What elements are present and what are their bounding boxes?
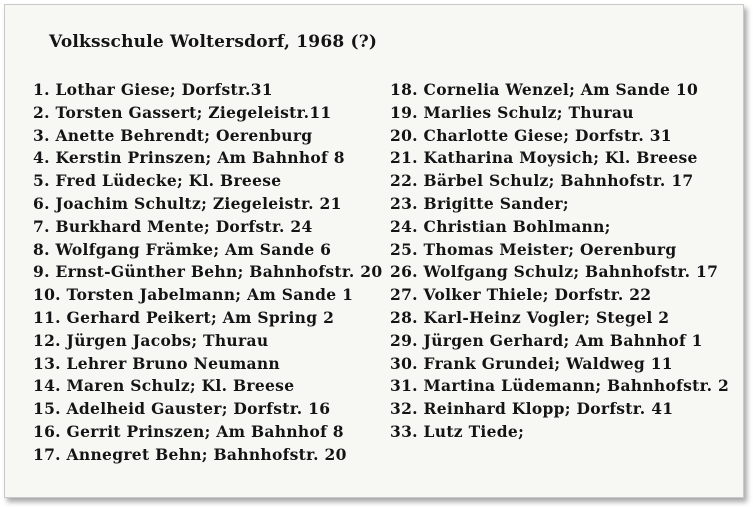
document-title: Volksschule Woltersdorf, 1968 (?) [49,32,378,52]
list-item: 25. Thomas Meister; Oerenburg [390,239,677,259]
list-item: 17. Annegret Behn; Bahnhofstr. 20 [33,444,347,464]
list-item: 26. Wolfgang Schulz; Bahnhofstr. 17 [390,262,719,282]
list-item: 15. Adelheid Gauster; Dorfstr. 16 [33,399,331,419]
list-item: 13. Lehrer Bruno Neumann [33,353,281,373]
list-item: 24. Christian Bohlmann; [390,216,611,236]
list-item: 21. Katharina Moysich; Kl. Breese [390,148,698,168]
list-item: 2. Torsten Gassert; Ziegeleistr.11 [33,102,332,122]
list-item: 20. Charlotte Giese; Dorfstr. 31 [390,125,672,145]
list-item: 30. Frank Grundei; Waldweg 11 [390,353,673,373]
list-item: 28. Karl-Heinz Vogler; Stegel 2 [390,307,670,327]
list-item: 29. Jürgen Gerhard; Am Bahnhof 1 [390,330,703,350]
list-item: 16. Gerrit Prinszen; Am Bahnhof 8 [33,421,344,441]
list-item: 14. Maren Schulz; Kl. Breese [33,376,295,396]
list-item: 27. Volker Thiele; Dorfstr. 22 [390,285,652,305]
list-item: 9. Ernst-Günther Behn; Bahnhofstr. 20 [33,262,383,282]
list-item: 4. Kerstin Prinszen; Am Bahnhof 8 [33,148,345,168]
list-item: 7. Burkhard Mente; Dorfstr. 24 [33,216,313,236]
list-item: 5. Fred Lüdecke; Kl. Breese [33,171,282,191]
list-item: 23. Brigitte Sander; [390,193,569,213]
list-item: 11. Gerhard Peikert; Am Spring 2 [33,307,335,327]
list-item: 22. Bärbel Schulz; Bahnhofstr. 17 [390,171,694,191]
student-list-left [33,79,382,467]
list-item: 31. Martina Lüdemann; Bahnhofstr. 2 [390,376,730,396]
list-item: 1. Lothar Giese; Dorfstr.31 [33,80,273,99]
list-item: 12. Jürgen Jacobs; Thurau [33,330,269,350]
student-list-right [390,79,729,444]
list-item: 33. Lutz Tiede; [390,421,525,441]
list-item: 32. Reinhard Klopp; Dorfstr. 41 [390,399,674,419]
list-item: 10. Torsten Jabelmann; Am Sande 1 [33,285,354,305]
list-item: 18. Cornelia Wenzel; Am Sande 10 [390,80,699,99]
list-item: 19. Marlies Schulz; Thurau [390,102,634,122]
list-item: 6. Joachim Schultz; Ziegeleistr. 21 [33,193,342,213]
document-page [4,4,744,498]
list-item: 8. Wolfgang Främke; Am Sande 6 [33,239,332,259]
list-item: 3. Anette Behrendt; Oerenburg [33,125,313,145]
